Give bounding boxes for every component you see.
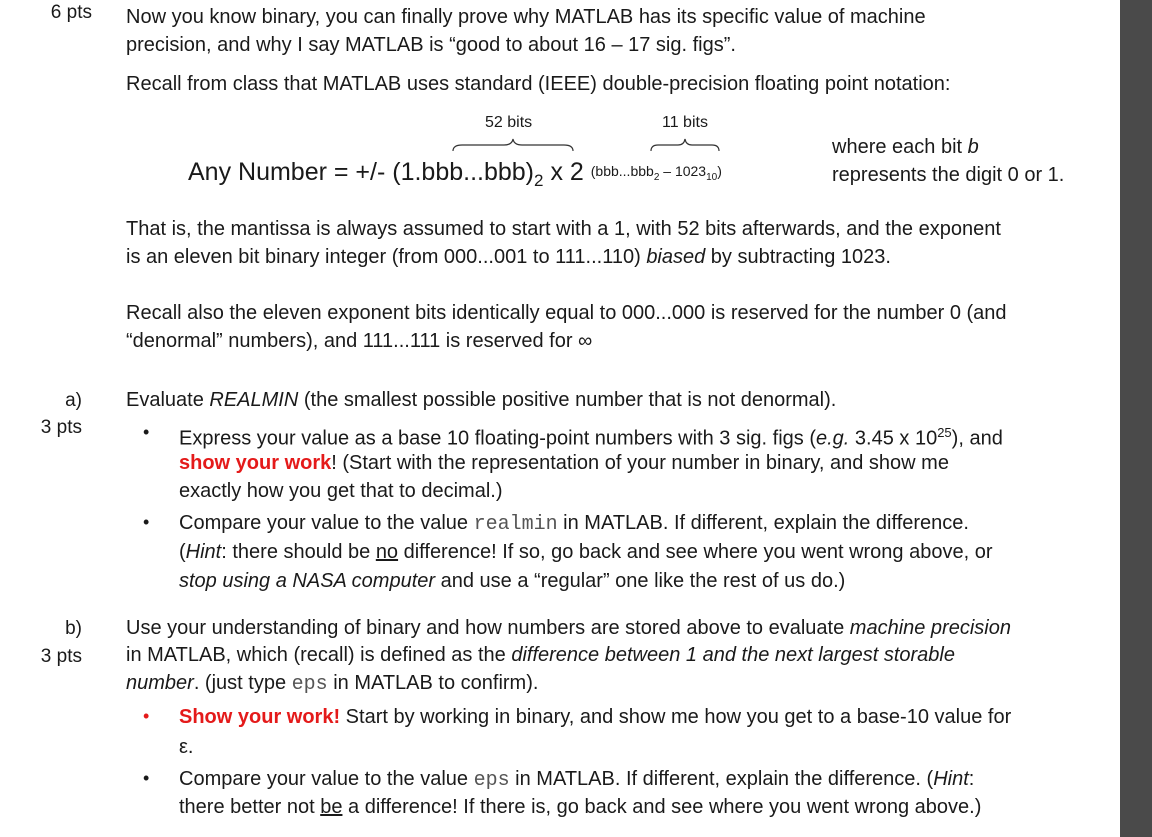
- part-a-b2-line-2: (Hint: there should be no difference! If so, go back and see where you went wrong above, or: [179, 541, 993, 563]
- reserved-explanation-2: “denormal” numbers), and 111...111 is reserved for ∞: [126, 330, 593, 352]
- where-line-2: represents the digit 0 or 1.: [832, 164, 1065, 186]
- mantissa-bits-label: 52 bits: [485, 114, 533, 131]
- part-b-points: 3 pts: [40, 646, 82, 667]
- part-b-line-3: number. (just type eps in MATLAB to confirm).: [126, 672, 539, 696]
- scrollbar[interactable]: [1120, 0, 1152, 837]
- part-a-bullet-1: •: [143, 422, 150, 442]
- intro-line-1: Now you know binary, you can finally prove why MATLAB has its specific value of machine: [126, 6, 926, 28]
- part-b-b1-line-1: Show your work! Start by working in binary, and show me how you get to a base-10 value for: [179, 706, 1012, 728]
- recall-line: Recall from class that MATLAB uses standard (IEEE) double-precision floating point notation:: [126, 73, 951, 95]
- part-a-bullet-2: •: [143, 512, 150, 532]
- mantissa-explanation-2: is an eleven bit binary integer (from 000...001 to 111...110) biased by subtracting 1023.: [126, 246, 891, 268]
- part-a-b2-line-3: stop using a NASA computer and use a “regular” one like the rest of us do.): [179, 570, 846, 592]
- exponent-brace: [650, 138, 720, 152]
- part-a-b1-line-2: show your work! (Start with the representation of your number in binary, and show me: [179, 452, 949, 474]
- exponent-bits-label: 11 bits: [662, 114, 708, 131]
- where-line-1: where each bit b: [832, 136, 979, 158]
- mantissa-explanation-1: That is, the mantissa is always assumed to start with a 1, with 52 bits afterwards, and the exponent: [126, 218, 1001, 240]
- part-b-b1-line-2: ε.: [179, 736, 194, 758]
- part-a-b2-line-1: Compare your value to the value realmin in MATLAB. If different, explain the difference.: [179, 512, 969, 536]
- part-a-b1-line-1: Express your value as a base 10 floating-point numbers with 3 sig. figs (e.g. 3.45 x $10^{25}$), and: [179, 425, 1003, 450]
- ieee-equation: Any Number = +/- $(1.bbb...bbb)_2$ x 2 $(bbb...bbb_2 - 1023_{10})$: [188, 158, 722, 190]
- intro-line-2: precision, and why I say MATLAB is “good to about 16 – 17 sig. figs”.: [126, 34, 736, 56]
- part-b-label: b): [65, 618, 82, 639]
- part-b-bullet-1: •: [143, 706, 150, 726]
- exponent-expression: $(bbb...bbb_2 - 1023_{10})$: [590, 163, 722, 183]
- total-points: 6 pts: [50, 2, 92, 23]
- part-a-intro: Evaluate REALMIN (the smallest possible positive number that is not denormal).: [126, 389, 837, 411]
- reserved-explanation-1: Recall also the eleven exponent bits identically equal to 000...000 is reserved for the number 0 (and: [126, 302, 1007, 324]
- part-b-line-2: in MATLAB, which (recall) is defined as the difference between 1 and the next largest storable: [126, 644, 955, 666]
- part-a-label: a): [65, 390, 82, 411]
- part-b-b2-line-1: Compare your value to the value eps in MATLAB. If different, explain the difference. (Hint:: [179, 768, 975, 792]
- part-a-points: 3 pts: [40, 417, 82, 438]
- part-b-b2-line-2: there better not be a difference! If there is, go back and see where you went wrong above.): [179, 796, 982, 818]
- mantissa-brace: [452, 138, 574, 152]
- part-b-line-1: Use your understanding of binary and how numbers are stored above to evaluate machine precision: [126, 617, 1011, 639]
- part-a-b1-line-3: exactly how you get that to decimal.): [179, 480, 503, 502]
- part-b-bullet-2: •: [143, 768, 150, 788]
